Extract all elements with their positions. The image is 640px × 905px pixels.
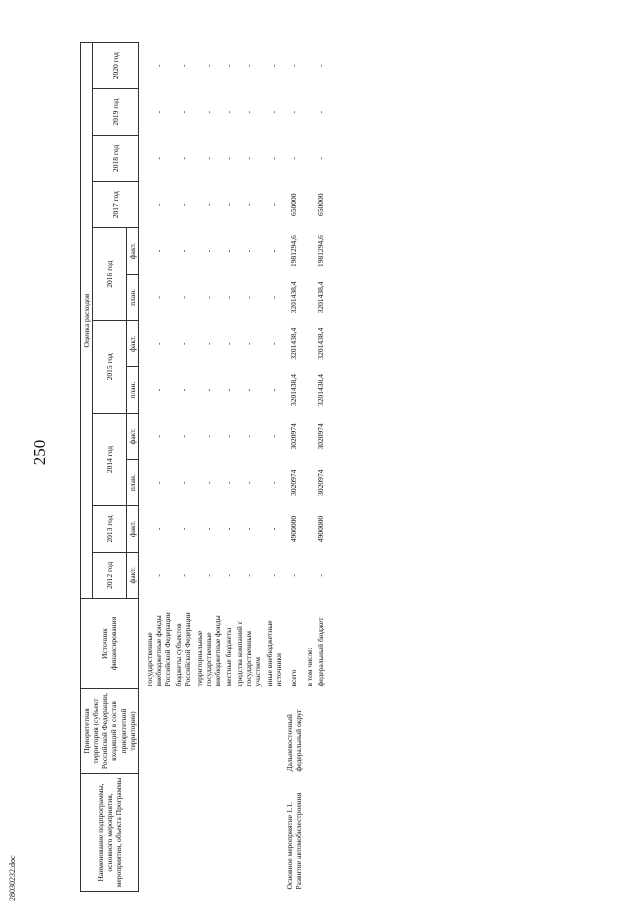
row-value-cell: - — [269, 249, 279, 253]
row-value-cell: 1981294,6 — [316, 235, 326, 267]
row-value-cell: - — [244, 388, 254, 392]
row-value-cell: - — [153, 527, 163, 531]
header-fact-2013: факт. — [126, 506, 138, 552]
row-value-cell: - — [244, 64, 254, 67]
document-code: 28030232.doc — [8, 855, 17, 901]
row-name-cell: Основное мероприятие 1.1. Развитие автомобилестроения — [284, 792, 303, 890]
header-fact-2014: факт. — [126, 413, 138, 459]
expenditure-table — [80, 42, 326, 892]
row-value-cell — [304, 43, 315, 89]
row-value-cell: 3020974 — [316, 469, 326, 496]
row-territory-cell — [315, 689, 326, 774]
table-row — [304, 43, 315, 892]
row-value-cell: 3201438,4 — [316, 327, 326, 360]
header-fact-2016: факт. — [126, 228, 138, 274]
row-value-cell: - — [223, 296, 233, 299]
row-value-cell: - — [203, 342, 213, 345]
row-territory-cell: Дальневосточный федеральный округ — [284, 709, 303, 772]
header-fact-2012: факт. — [126, 552, 138, 598]
row-value-cell: - — [316, 157, 326, 160]
row-value-cell: 4900000 — [316, 515, 326, 543]
table-row — [284, 43, 304, 892]
row-value-cell: - — [244, 157, 254, 160]
row-value-cell: - — [244, 574, 254, 577]
row-value-cell: - — [244, 342, 254, 345]
row-value-cell: - — [203, 296, 213, 299]
row-source-cell: иные внебюджетные источники — [264, 620, 283, 687]
header-year-2013: 2013 год — [93, 506, 127, 552]
row-value-cell: - — [223, 527, 233, 531]
row-value-cell: - — [203, 157, 213, 160]
header-territory: Приоритетная территория (субъект Российской Федерации, входящий в состав приоритетной территории) — [81, 689, 139, 774]
row-value-cell: - — [203, 435, 213, 438]
row-source-cell: территориальные государственные внебюджетные фонды — [194, 615, 222, 687]
row-value-cell: - — [223, 157, 233, 160]
row-value-cell: - — [223, 435, 233, 438]
row-territory-cell — [223, 689, 234, 774]
row-value-cell: 3020974 — [289, 469, 299, 496]
row-name-cell — [304, 774, 315, 892]
row-value-cell: - — [153, 296, 163, 299]
row-value-cell: - — [269, 481, 279, 484]
row-value-cell: - — [269, 388, 279, 392]
row-source-cell: государственные внебюджетные фонды Российской Федерации — [144, 612, 173, 687]
row-value-cell: - — [178, 481, 188, 484]
row-name-cell — [138, 774, 173, 892]
header-plan-2015: план. — [126, 367, 138, 413]
row-value-cell: - — [244, 435, 254, 438]
row-value-cell: 3201438,4 — [289, 327, 299, 360]
row-territory-cell — [234, 689, 263, 774]
row-source-cell: всего — [289, 669, 299, 687]
row-value-cell: - — [178, 249, 188, 253]
row-value-cell: - — [223, 388, 233, 392]
header-year-2018: 2018 год — [93, 135, 139, 181]
row-territory-cell — [304, 689, 315, 774]
page-number: 250 — [30, 439, 49, 466]
row-source-cell: местные бюджеты — [223, 627, 233, 687]
header-year-2012: 2012 год — [93, 552, 127, 598]
row-value-cell: - — [153, 435, 163, 438]
row-value-cell: - — [203, 110, 213, 114]
row-value-cell — [304, 367, 315, 413]
header-year-2017: 2017 год — [93, 182, 139, 228]
row-value-cell: - — [203, 388, 213, 392]
row-value-cell — [304, 89, 315, 135]
row-value-cell: - — [153, 64, 163, 67]
row-value-cell: - — [223, 249, 233, 253]
row-value-cell: - — [203, 249, 213, 253]
row-value-cell: - — [153, 110, 163, 114]
row-value-cell: - — [178, 203, 188, 206]
row-value-cell: - — [223, 110, 233, 114]
header-source: Источник финансирования — [81, 599, 139, 689]
row-value-cell: 3201438,4 — [289, 374, 299, 406]
row-source-cell: бюджеты субъектов Российской Федерации — [174, 612, 193, 687]
row-value-cell: - — [269, 203, 279, 206]
row-value-cell: - — [203, 574, 213, 577]
row-value-cell: 650000 — [289, 193, 299, 216]
row-value-cell: - — [244, 527, 254, 531]
row-value-cell: 1981294,6 — [289, 235, 299, 267]
row-value-cell: - — [316, 574, 326, 577]
row-value-cell: - — [269, 64, 279, 67]
row-value-cell: - — [289, 574, 299, 577]
row-value-cell: - — [178, 110, 188, 114]
row-value-cell: - — [223, 481, 233, 484]
row-value-cell: 3020974 — [289, 423, 299, 450]
header-name: Наименование подпрограммы, основного мероприятия, мероприятия, объекта Программы — [81, 774, 139, 892]
row-value-cell: - — [269, 527, 279, 531]
table-row — [223, 43, 234, 892]
row-value-cell: - — [223, 203, 233, 206]
table-row — [234, 43, 263, 892]
row-value-cell — [304, 228, 315, 274]
row-name-cell — [234, 774, 263, 892]
header-fact-2015: факт. — [126, 321, 138, 367]
row-value-cell: 3020974 — [316, 423, 326, 450]
row-value-cell: - — [269, 574, 279, 577]
row-value-cell: - — [289, 110, 299, 114]
row-value-cell: - — [244, 296, 254, 299]
row-value-cell: - — [178, 527, 188, 531]
row-value-cell: - — [223, 342, 233, 345]
row-value-cell: 3201438,4 — [316, 374, 326, 406]
row-value-cell: - — [316, 110, 326, 114]
row-value-cell: - — [153, 342, 163, 345]
row-value-cell: - — [269, 110, 279, 114]
row-value-cell: - — [153, 388, 163, 392]
header-year-2014: 2014 год — [93, 413, 127, 506]
row-value-cell: - — [178, 435, 188, 438]
row-value-cell: - — [178, 574, 188, 577]
row-value-cell: - — [223, 64, 233, 67]
row-territory-cell — [173, 689, 193, 774]
row-value-cell: 3201438,4 — [289, 281, 299, 314]
row-name-cell — [173, 774, 193, 892]
row-value-cell: - — [269, 435, 279, 438]
header-year-2020: 2020 год — [93, 43, 139, 89]
table-header — [81, 43, 139, 892]
header-year-2015: 2015 год — [93, 321, 127, 414]
row-value-cell: - — [153, 574, 163, 577]
header-plan-2016: план. — [126, 274, 138, 320]
table-row — [173, 43, 193, 892]
row-value-cell: - — [153, 481, 163, 484]
header-plan-2014: план. — [126, 460, 138, 506]
row-value-cell: - — [269, 157, 279, 160]
table-body — [138, 43, 326, 892]
row-value-cell — [304, 182, 315, 228]
row-source-cell: федеральный бюджет — [316, 617, 326, 687]
row-value-cell: - — [153, 249, 163, 253]
row-value-cell: - — [269, 296, 279, 299]
row-value-cell — [304, 552, 315, 598]
row-value-cell: - — [203, 203, 213, 206]
row-value-cell: - — [153, 157, 163, 160]
table-row — [315, 43, 326, 892]
row-value-cell — [304, 274, 315, 320]
row-value-cell: - — [289, 157, 299, 160]
row-value-cell: - — [178, 157, 188, 160]
table-row — [194, 43, 223, 892]
row-value-cell: - — [203, 64, 213, 67]
row-name-cell — [315, 774, 326, 892]
row-value-cell: 4900000 — [289, 515, 299, 543]
row-value-cell — [304, 506, 315, 552]
row-value-cell: - — [178, 342, 188, 345]
row-value-cell: - — [316, 64, 326, 67]
row-value-cell: - — [178, 64, 188, 67]
row-value-cell: - — [153, 203, 163, 206]
row-value-cell: - — [178, 388, 188, 392]
row-value-cell: 3201438,4 — [316, 281, 326, 314]
table-row — [264, 43, 284, 892]
row-name-cell — [264, 774, 284, 892]
row-value-cell — [304, 460, 315, 506]
header-estimate: Оценка расходов — [81, 43, 93, 599]
row-name-cell — [223, 774, 234, 892]
table-row — [138, 43, 173, 892]
row-value-cell: - — [269, 342, 279, 345]
row-name-cell — [194, 774, 223, 892]
row-value-cell: 650000 — [316, 193, 326, 216]
row-value-cell: - — [289, 64, 299, 67]
row-value-cell: - — [203, 481, 213, 484]
row-source-cell: в том числе: — [305, 647, 315, 687]
row-value-cell: - — [178, 296, 188, 299]
header-year-2019: 2019 год — [93, 89, 139, 135]
row-value-cell: - — [203, 527, 213, 531]
row-value-cell: - — [244, 481, 254, 484]
row-territory-cell — [264, 689, 284, 774]
row-value-cell — [304, 321, 315, 367]
row-territory-cell — [194, 689, 223, 774]
row-value-cell: - — [244, 203, 254, 206]
row-value-cell: - — [244, 110, 254, 114]
row-value-cell — [304, 413, 315, 459]
header-year-2016: 2016 год — [93, 228, 127, 321]
row-source-cell: средства компаний с государственным участием — [235, 620, 263, 687]
row-value-cell: - — [223, 574, 233, 577]
row-territory-cell — [138, 689, 173, 774]
row-value-cell: - — [244, 249, 254, 253]
row-value-cell — [304, 135, 315, 181]
